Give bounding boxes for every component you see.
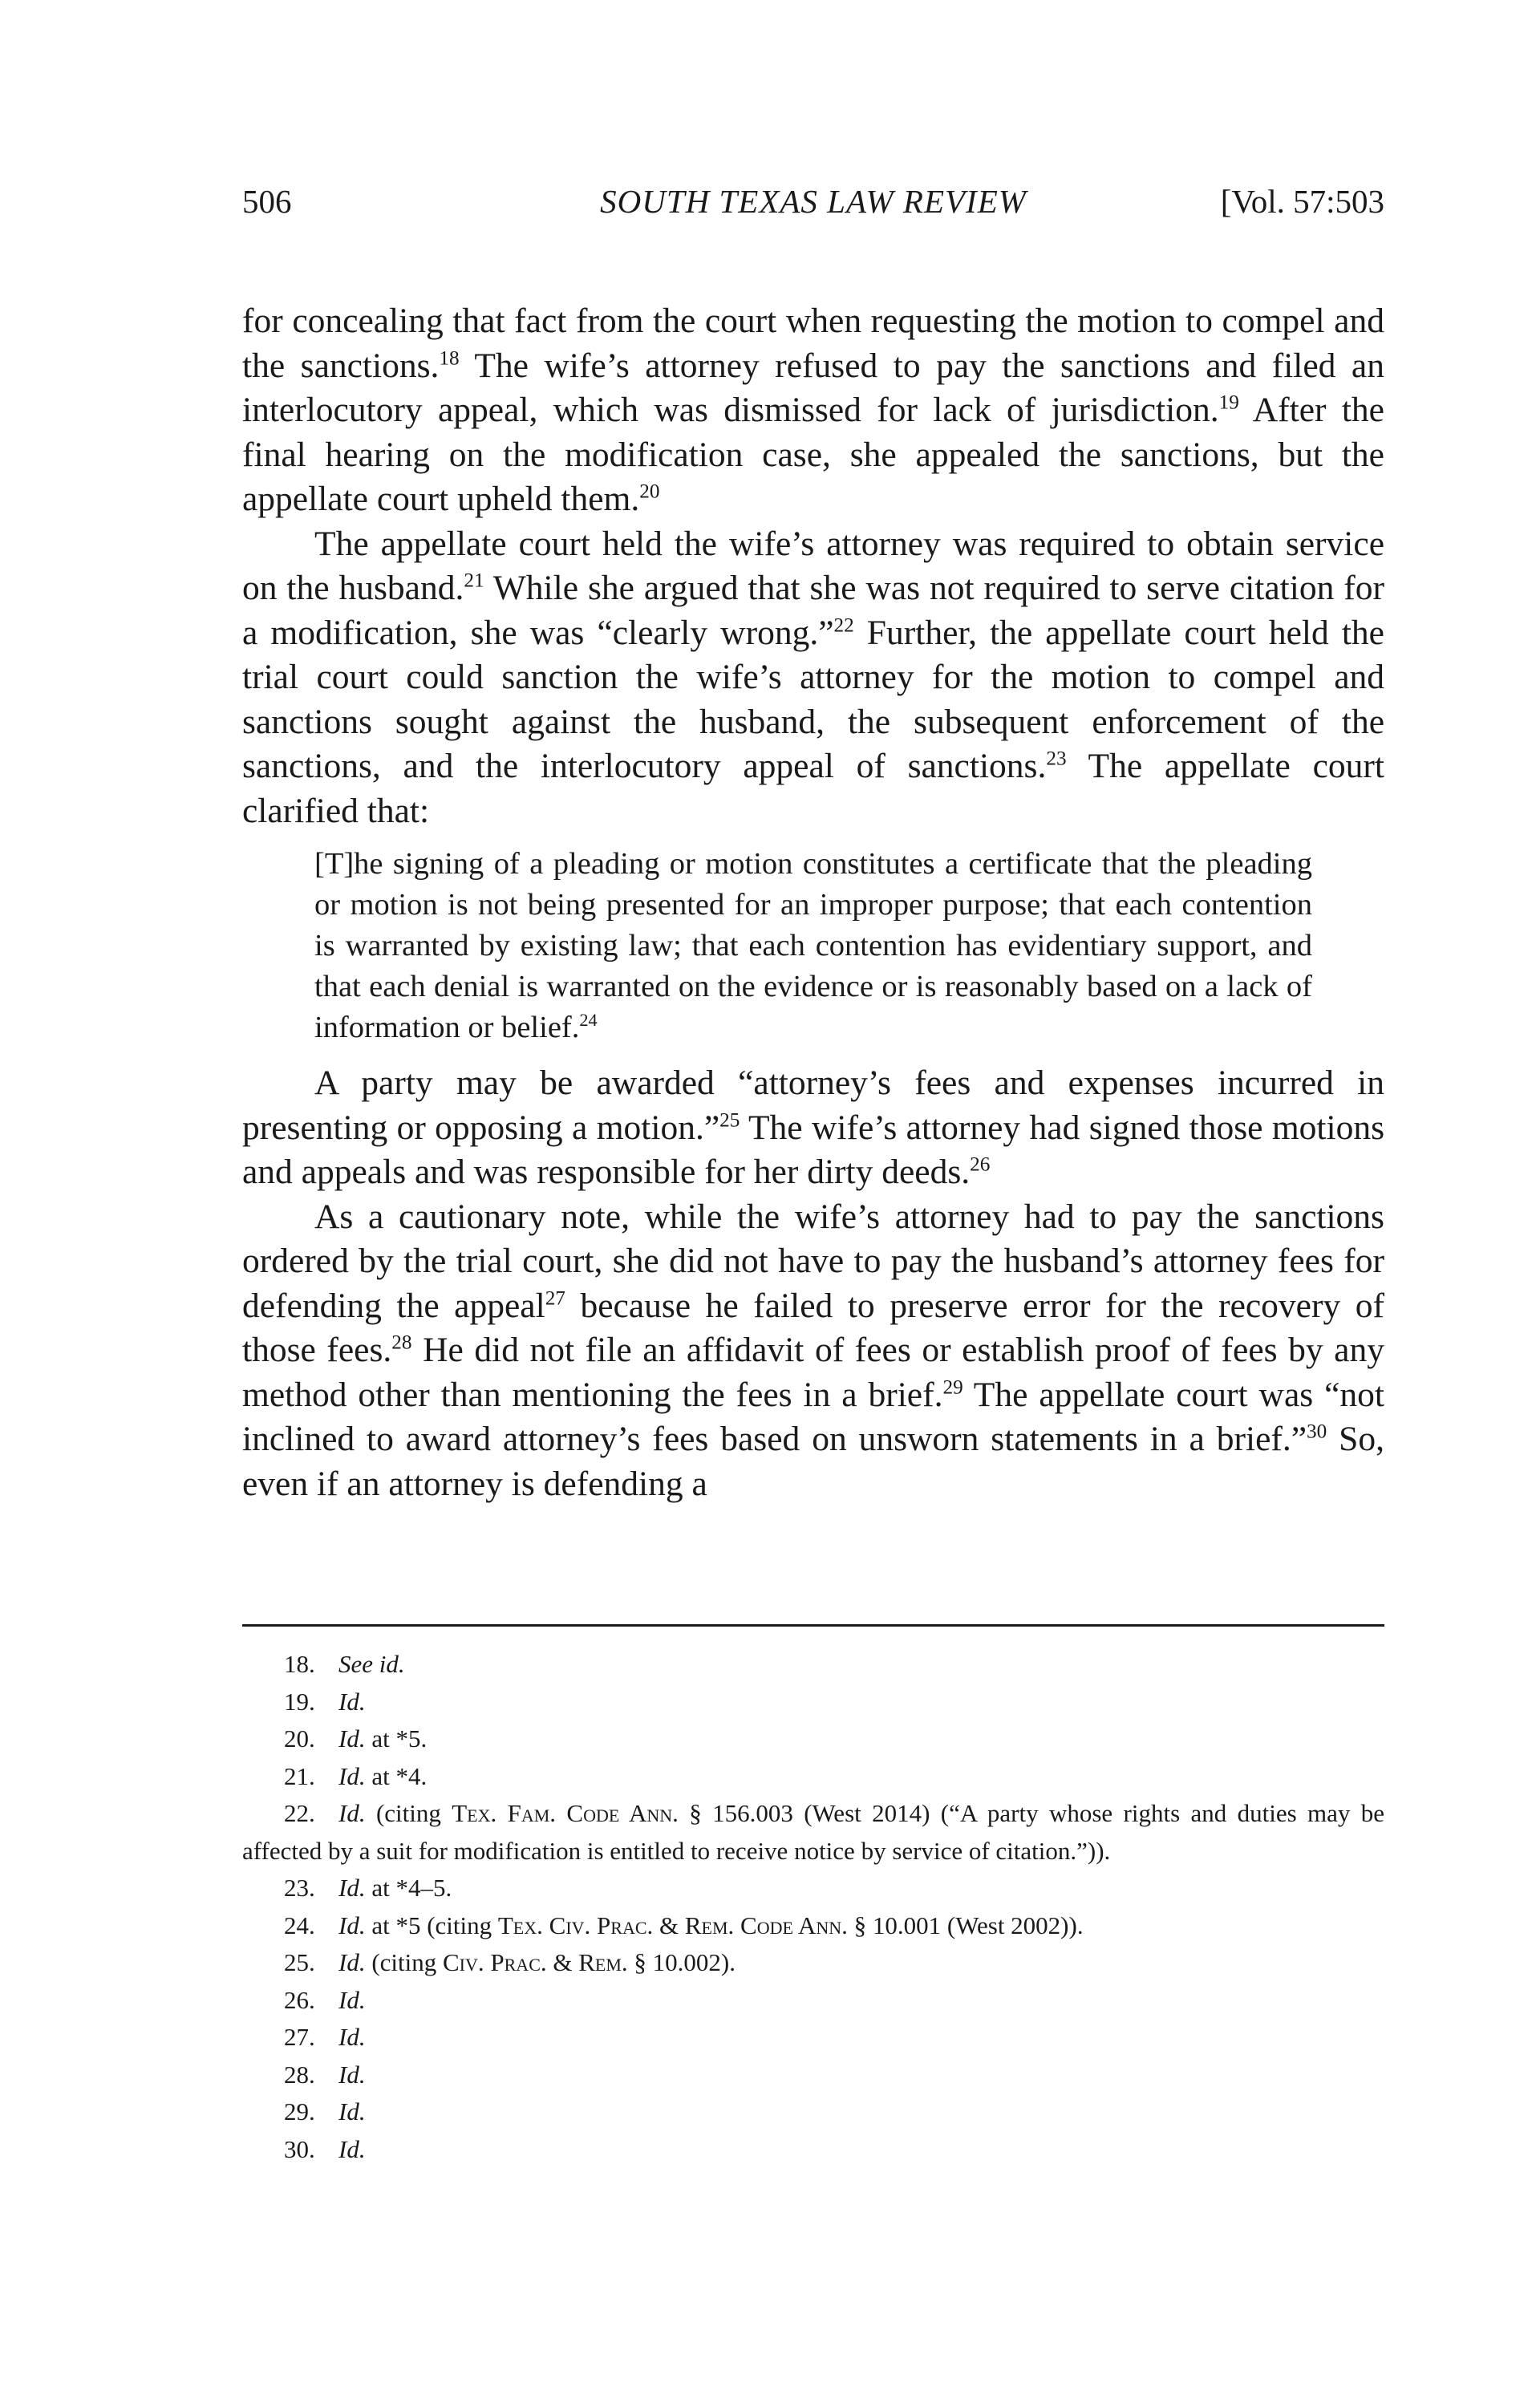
text: He did not file an affidavit of fees or establish proof of fees by any method other than mentioning the fees in a brief. bbox=[242, 1331, 1384, 1414]
footnote-number: 20. bbox=[284, 1724, 315, 1753]
footnote-27 bbox=[242, 2019, 1384, 2057]
footnote-number: 30. bbox=[284, 2134, 315, 2163]
footnote-number: 27. bbox=[284, 2023, 315, 2051]
footnote-22 bbox=[242, 1795, 1384, 1870]
paragraph-3 bbox=[242, 1061, 1384, 1195]
statute-name: Tex. Civ. Prac. & Rem. Code Ann. bbox=[497, 1911, 848, 1939]
citation: Id. bbox=[338, 2023, 366, 2051]
footnote-number: 24. bbox=[284, 1911, 315, 1939]
paragraph-1 bbox=[242, 299, 1384, 522]
citation-detail: § 10.002). bbox=[627, 1948, 736, 1976]
footnote-divider bbox=[242, 1624, 1384, 1627]
citation-detail: at *4. bbox=[365, 1761, 428, 1790]
footnote-ref-26: 26 bbox=[970, 1153, 991, 1176]
footnote-number: 25. bbox=[284, 1948, 315, 1976]
citation-detail: at *5. bbox=[365, 1724, 428, 1753]
text: The appellate court clarified that: bbox=[242, 747, 1384, 830]
footnote-29 bbox=[242, 2093, 1384, 2131]
citation-detail: § 10.001 (West 2002)). bbox=[847, 1911, 1084, 1939]
footnote-ref-23: 23 bbox=[1046, 748, 1067, 770]
footnote-30 bbox=[242, 2131, 1384, 2169]
footnote-26 bbox=[242, 1982, 1384, 2020]
citation: Id. bbox=[338, 1911, 366, 1939]
footnote-18 bbox=[242, 1646, 1384, 1684]
paragraph-2 bbox=[242, 522, 1384, 834]
footnote-ref-19: 19 bbox=[1218, 391, 1239, 414]
citation: Id. bbox=[338, 1985, 366, 2014]
footnote-25 bbox=[242, 1944, 1384, 1982]
footnotes bbox=[242, 1646, 1384, 2168]
text: The appellate court held the wife’s attorney was required to obtain service on the husband. bbox=[242, 524, 1384, 607]
citation-detail: (citing bbox=[365, 1948, 443, 1976]
citation: Id. bbox=[338, 1687, 366, 1716]
citation-detail: § 156.003 (West 2014) (“A party whose rights and duties may be affected by a suit for modification is entitled to receive notice by service of citation.”)). bbox=[242, 1799, 1385, 1865]
citation: Id. bbox=[338, 1724, 366, 1753]
text: After the final hearing on the modification case, she appealed the sanctions, but the appellate court upheld them. bbox=[242, 391, 1384, 518]
text: The wife’s attorney had signed those motions and appeals and was responsible for her dirty deeds. bbox=[242, 1108, 1385, 1191]
footnote-20 bbox=[242, 1720, 1384, 1758]
running-header bbox=[242, 173, 1384, 229]
footnote-ref-29: 29 bbox=[942, 1376, 963, 1398]
text: A party may be awarded “attorney’s fees and expenses incurred in presenting or opposing a motion.” bbox=[242, 1064, 1384, 1147]
footnote-number: 23. bbox=[284, 1874, 315, 1902]
citation: Id. bbox=[338, 2134, 366, 2163]
footnote-19 bbox=[242, 1684, 1384, 1721]
block-quote bbox=[314, 844, 1312, 1048]
citation: See id. bbox=[338, 1650, 405, 1678]
journal-title: SOUTH TEXAS LAW REVIEW bbox=[600, 183, 1027, 220]
text: for concealing that fact from the court when requesting the motion to compel and the sanctions. bbox=[242, 302, 1384, 385]
main-text bbox=[242, 299, 1384, 1506]
footnote-number: 29. bbox=[284, 2097, 315, 2126]
text: Further, the appellate court held the trial court could sanction the wife’s attorney for the motion to compel and sanctions sought against the husband, the subsequent enforcement of the sanctions, and the interlocutory appeal of sanctions. bbox=[242, 613, 1384, 785]
footnote-ref-20: 20 bbox=[639, 480, 660, 503]
footnote-ref-18: 18 bbox=[439, 347, 460, 369]
footnote-number: 22. bbox=[284, 1799, 315, 1827]
footnote-number: 21. bbox=[284, 1761, 315, 1790]
page-number: 506 bbox=[242, 183, 292, 220]
citation: Id. bbox=[338, 1874, 366, 1902]
text: As a cautionary note, while the wife’s attorney had to pay the sanctions ordered by the trial court, she did not have to pay the husband’s attorney fees for defending the appeal bbox=[242, 1197, 1384, 1325]
citation: Id. bbox=[338, 1948, 366, 1976]
footnote-number: 26. bbox=[284, 1985, 315, 2014]
text: While she argued that she was not required to serve citation for a modification, she was “clearly wrong.” bbox=[242, 569, 1384, 652]
citation: Id. bbox=[338, 1761, 366, 1790]
paragraph-4 bbox=[242, 1195, 1384, 1507]
statute-name: Tex. Fam. Code Ann. bbox=[452, 1799, 679, 1827]
citation: Id. bbox=[338, 2097, 366, 2126]
text: because he failed to preserve error for the recovery of those fees. bbox=[242, 1286, 1385, 1369]
footnote-number: 18. bbox=[284, 1650, 315, 1678]
footnote-ref-24: 24 bbox=[579, 1010, 598, 1031]
text: So, even if an attorney is defending a bbox=[242, 1420, 1384, 1503]
quote-text: [T]he signing of a pleading or motion constitutes a certificate that the pleading or motion is not being presented for an improper purpose; that each contention is warranted by existing law; that each contention has evidentiary support, and that each denial is warranted on the evidence or is reasonably based on a lack of information or belief. bbox=[314, 847, 1312, 1044]
citation-detail: (citing bbox=[365, 1799, 452, 1827]
footnote-number: 19. bbox=[284, 1687, 315, 1716]
footnote-28 bbox=[242, 2057, 1384, 2094]
citation-detail: at *4–5. bbox=[365, 1874, 452, 1902]
footnote-ref-25: 25 bbox=[719, 1109, 740, 1131]
footnote-ref-22: 22 bbox=[833, 614, 854, 636]
text: The appellate court was “not inclined to award attorney’s fees based on unsworn statements in a brief.” bbox=[242, 1375, 1384, 1458]
footnote-ref-28: 28 bbox=[391, 1331, 412, 1354]
citation: Id. bbox=[338, 2060, 366, 2089]
footnote-ref-21: 21 bbox=[464, 569, 484, 592]
footnote-ref-30: 30 bbox=[1307, 1420, 1327, 1443]
text: The wife’s attorney refused to pay the sanctions and filed an interlocutory appeal, which was dismissed for lack of jurisdiction. bbox=[242, 346, 1384, 429]
footnote-23 bbox=[242, 1870, 1384, 1907]
citation: Id. bbox=[338, 1799, 366, 1827]
footnote-24 bbox=[242, 1907, 1384, 1945]
statute-name: Civ. Prac. & Rem. bbox=[443, 1948, 628, 1976]
citation-detail: at *5 (citing bbox=[365, 1911, 498, 1939]
footnote-number: 28. bbox=[284, 2060, 315, 2089]
volume-citation: [Vol. 57:503 bbox=[1220, 183, 1384, 220]
footnote-ref-27: 27 bbox=[545, 1287, 565, 1309]
footnote-21 bbox=[242, 1758, 1384, 1796]
